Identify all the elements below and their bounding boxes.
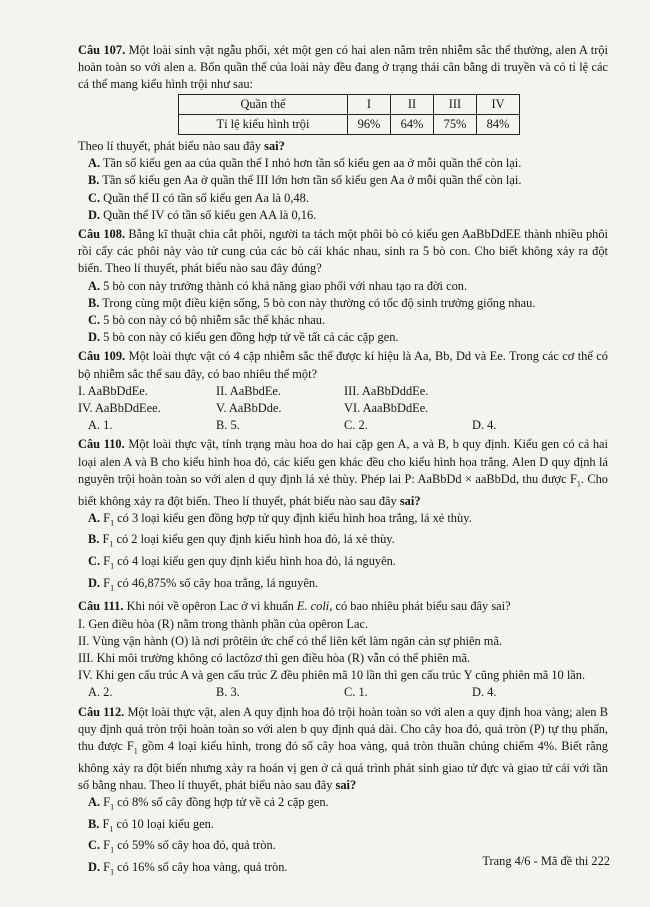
genotype-row: [78, 400, 608, 417]
option-letter: D.: [88, 330, 101, 345]
option-text: có 46,875% số cây hoa trắng, lá nguyên.: [114, 575, 319, 590]
option-c[interactable]: [88, 312, 608, 329]
option-text: có 2 loại kiểu gen quy định kiểu hình hoa đỏ, lá xẻ thùy.: [113, 532, 395, 547]
question-stem: Một loài thực vật, alen A quy định hoa đỏ trội hoàn toàn so với alen a quy định hoa vàng; alen B quy định quả tròn trội hoàn toàn so với alen b quy định quả dài. Cho cây hoa đỏ, quả tròn (P) tự thụ phấn, thu được F: [78, 704, 608, 754]
question-stem: Một loài sinh vật ngẫu phối, xét một gen có hai alen nằm trên nhiễm sắc thể thường, alen A trội hoàn toàn so với alen a. Bốn quần thể của loài này đều đang ở trạng thái cân bằng di truyền và có tỉ lệ các cá thể mang kiểu hình trội như sau:: [78, 43, 608, 92]
statement: III. Khi môi trường không có lactôzơ thì gen điều hòa (R) vẫn có thể phiên mã.: [78, 651, 471, 666]
question-stem: Khi nói về opêron Lac ở vi khuẩn: [126, 599, 297, 614]
option-letter: C.: [88, 554, 101, 569]
option-letter: A.: [88, 156, 101, 171]
option-a[interactable]: [88, 155, 608, 172]
option-text: 5 bò con này có bộ nhiễm sắc thể khác nhau.: [103, 313, 326, 328]
table-cell: 84%: [477, 114, 520, 134]
option-letter: C.: [88, 313, 101, 328]
option-letter: A.: [88, 510, 101, 525]
option-b[interactable]: [88, 816, 608, 838]
option-d[interactable]: [88, 207, 608, 224]
option-d[interactable]: [88, 575, 608, 597]
question-label: Câu 108.: [78, 227, 126, 242]
table-cell: IV: [477, 94, 520, 114]
table-cell: III: [434, 94, 477, 114]
statement: IV. Khi gen cấu trúc A và gen cấu trúc Z đều phiên mã 10 lần thì gen cấu trúc Y cũng phiên mã 10 lần.: [78, 668, 586, 683]
subscript: 1: [110, 583, 115, 593]
species-name: E. coli: [296, 599, 330, 614]
option-letter: D.: [88, 207, 101, 222]
question-stem: Một loài thực vật, tính trạng màu hoa do hai cặp gen A, a và B, b quy định. Kiểu gen có cả hai loại alen A và B cho kiểu hình hoa đỏ, các kiểu gen khác đều cho kiểu hình hoa trắng. Alen D quy định lá nguyên trội hoàn toàn so với alen d quy định lá xẻ thùy. Phép lai P: AaBbDd × aaBbDd, thu được F: [78, 437, 608, 486]
question-107: [78, 42, 608, 94]
option-a[interactable]: [88, 794, 608, 816]
option-text: 5 bò con này trưởng thành có khả năng giao phối với nhau tạo ra đời con.: [103, 278, 468, 293]
option-b[interactable]: [88, 172, 608, 189]
prompt-emphasis: sai?: [399, 493, 421, 508]
question-prompt: [78, 138, 608, 155]
option-b[interactable]: [88, 295, 608, 312]
subscript: 1: [133, 746, 138, 756]
option-letter: B.: [88, 816, 100, 831]
subscript: 1: [110, 867, 115, 877]
question-stem: gồm 4 loại kiểu hình, trong đó số cây hoa vàng, quả tròn thuần chủng chiếm 4%. Biết rằng không xảy ra đột biến nhưng xảy ra hoán vị gen ở cả quá trình phát sinh giao tử đực và giao tử cái với tần số bằng nhau. Theo lí thuyết, phát biểu nào sau đây: [78, 739, 608, 792]
option-letter: B.: [88, 173, 100, 188]
answer-choice[interactable]: D. 4.: [472, 418, 497, 433]
question-label: Câu 111.: [78, 599, 124, 614]
prompt-emphasis: sai?: [335, 777, 357, 792]
answer-choice[interactable]: B. 5.: [216, 418, 240, 433]
genotype-item: I. AaBbDdEe.: [78, 383, 148, 398]
table-row: [179, 114, 520, 134]
genotype-row: [78, 383, 608, 400]
answer-choice[interactable]: C. 2.: [344, 418, 368, 433]
option-letter: B.: [88, 295, 100, 310]
option-c[interactable]: [88, 553, 608, 575]
table-cell: Quần thể: [179, 94, 348, 114]
question-111: [78, 598, 608, 615]
answer-row: [88, 417, 608, 434]
option-text: có 16% số cây hoa vàng, quả tròn.: [114, 860, 288, 875]
table-cell: 96%: [348, 114, 391, 134]
subscript: 1: [110, 845, 115, 855]
f1-symbol: F: [102, 532, 110, 547]
option-d[interactable]: [88, 329, 608, 346]
option-letter: C.: [88, 190, 101, 205]
f1-symbol: F: [103, 795, 111, 810]
genotype-item: II. AaBbdEe.: [216, 383, 282, 398]
question-112: [78, 704, 608, 794]
option-c[interactable]: [88, 190, 608, 207]
question-label: Câu 107.: [78, 43, 126, 57]
page-footer: Trang 4/6 - Mã đề thi 222: [482, 854, 610, 868]
genotype-item: III. AaBbDddEe.: [344, 383, 429, 398]
genotype-item: V. AaBbDde.: [216, 401, 282, 416]
option-text: Quần thể IV có tần số kiểu gen AA là 0,16.: [103, 207, 317, 222]
f1-symbol: F: [103, 554, 111, 569]
option-letter: D.: [88, 575, 101, 590]
table-row: [179, 94, 520, 114]
genotype-item: IV. AaBbDdEee.: [78, 401, 161, 416]
question-stem: , có bao nhiêu phát biểu sau đây sai?: [329, 599, 511, 614]
option-text: có 10 loại kiểu gen.: [113, 816, 214, 831]
table-cell: I: [348, 94, 391, 114]
table-cell: 64%: [391, 114, 434, 134]
genotype-item: VI. AaaBbDdEe.: [344, 401, 429, 416]
option-letter: A.: [88, 278, 101, 293]
option-b[interactable]: [88, 531, 608, 553]
subscript: 1: [109, 539, 114, 549]
f1-symbol: F: [103, 510, 111, 525]
option-text: có 3 loại kiểu gen đồng hợp tử quy định kiểu hình hoa trắng, lá xẻ thùy.: [114, 510, 472, 525]
question-stem: . Cho biết không xảy ra đột biến. Theo lí thuyết, phát biểu nào sau đây: [78, 471, 608, 508]
question-label: Câu 109.: [78, 349, 126, 364]
option-a[interactable]: [88, 278, 608, 295]
option-text: Quần thể II có tần số kiểu gen Aa là 0,48.: [103, 190, 309, 205]
answer-row: [88, 684, 608, 701]
subscript: 1: [110, 518, 115, 528]
option-text: Tần số kiểu gen Aa ở quần thể III lớn hơn tần số kiểu gen Aa ở mỗi quần thể còn lại.: [102, 173, 522, 188]
question-110: [78, 436, 608, 509]
subscript: 1: [110, 802, 115, 812]
table-cell: 75%: [434, 114, 477, 134]
option-text: có 59% số cây hoa đỏ, quả tròn.: [114, 838, 276, 853]
option-letter: B.: [88, 532, 100, 547]
exam-page: [78, 42, 608, 881]
question-109: [78, 348, 608, 382]
option-letter: D.: [88, 860, 101, 875]
option-text: Trong cùng một điều kiện sống, 5 bò con này thường có tốc độ sinh trưởng giống nhau.: [102, 295, 536, 310]
f1-symbol: F: [103, 575, 111, 590]
question-label: Câu 110.: [78, 437, 125, 452]
f1-symbol: F: [103, 860, 111, 875]
answer-choice[interactable]: D. 4.: [472, 685, 497, 700]
statement: I. Gen điều hòa (R) nằm trong thành phần của opêron Lac.: [78, 616, 369, 631]
f1-symbol: F: [102, 816, 110, 831]
phenotype-table: [178, 94, 520, 135]
option-text: có 4 loại kiểu gen quy định kiểu hình hoa đỏ, lá nguyên.: [114, 554, 396, 569]
question-stem: Bằng kĩ thuật chia cắt phôi, người ta tách một phôi bò có kiểu gen AaBbDdEE thành nhiều phôi rồi cấy các phôi này vào tử cung của các bò cái khác nhau, sinh ra 5 bò con. Cho biết không xảy ra đột biến. Theo lí thuyết, phát biểu nào sau đây đúng?: [78, 227, 608, 276]
question-stem: Một loài thực vật có 4 cặp nhiễm sắc thể được kí hiệu là Aa, Bb, Dd và Ee. Trong các cơ thể có bộ nhiễm sắc thể sau đây, có bao nhiêu thể một?: [78, 349, 608, 381]
table-cell: Tỉ lệ kiểu hình trội: [179, 114, 348, 134]
subscript: 1: [109, 824, 114, 834]
option-text: có 8% số cây đồng hợp tử về cả 2 cặp gen.: [114, 795, 329, 810]
answer-choice[interactable]: C. 1.: [344, 685, 368, 700]
prompt-emphasis: sai?: [264, 139, 285, 154]
prompt-text: Theo lí thuyết, phát biểu nào sau đây: [78, 139, 265, 154]
subscript: 1: [110, 561, 115, 571]
option-text: 5 bò con này có kiểu gen đồng hợp tử về tất cả các cặp gen.: [103, 330, 399, 345]
answer-choice[interactable]: A. 2.: [88, 685, 113, 700]
option-letter: A.: [88, 795, 101, 810]
question-label: Câu 112.: [78, 704, 125, 719]
subscript: 1: [576, 479, 581, 489]
question-108: [78, 226, 608, 278]
f1-symbol: F: [103, 838, 111, 853]
table-cell: II: [391, 94, 434, 114]
option-text: Tần số kiểu gen aa của quần thể I nhỏ hơn tần số kiểu gen aa ở mỗi quần thể còn lại.: [102, 156, 522, 171]
statement: II. Vùng vận hành (O) là nơi prôtêin ức chế có thể liên kết làm ngăn cản sự phiên mã.: [78, 633, 503, 648]
answer-choice[interactable]: B. 3.: [216, 685, 240, 700]
answer-choice[interactable]: A. 1.: [88, 418, 113, 433]
option-letter: C.: [88, 838, 101, 853]
option-a[interactable]: [88, 510, 608, 532]
